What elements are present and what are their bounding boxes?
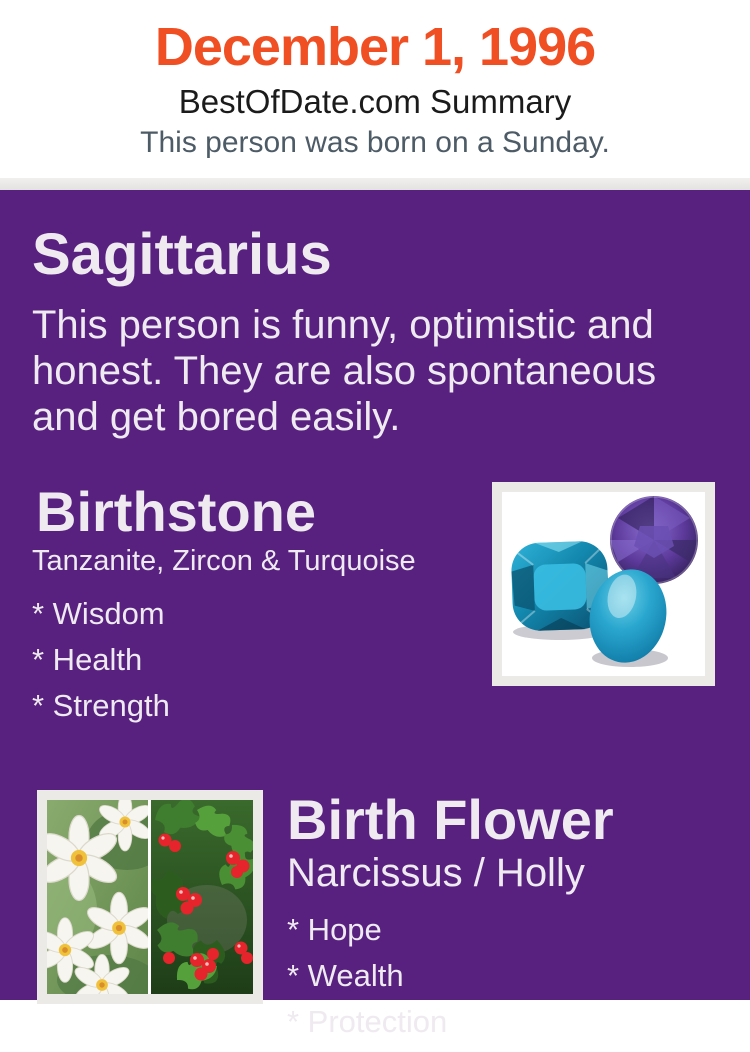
birth-flower-heading: Birth Flower	[287, 788, 614, 851]
birth-flower-photo	[37, 790, 263, 1004]
birth-flower-trait: * Protection	[287, 1004, 448, 1039]
zodiac-description: This person is funny, optimistic and honest. They are also spontaneous and get bored easily.	[32, 303, 657, 439]
divider-strip	[0, 178, 750, 190]
birthstone-trait-list	[32, 598, 416, 722]
birth-flower-trait: * Hope	[287, 912, 382, 947]
birthstone-trait: * Health	[32, 642, 143, 677]
birthstone-text	[32, 482, 416, 736]
birth-flower-trait: * Wealth	[287, 958, 404, 993]
born-day-note: This person was born on a Sunday.	[140, 126, 610, 159]
narcissus-photo-half	[27, 793, 167, 1016]
photo-divider	[148, 800, 151, 994]
header	[0, 0, 750, 178]
birth-flower-text	[287, 790, 614, 1052]
birthstone-heading: Birthstone	[36, 480, 316, 543]
summary-panel	[0, 190, 750, 1039]
birth-flower-trait-list	[287, 914, 614, 1038]
birthstone-names: Tanzanite, Zircon & Turquoise	[32, 545, 416, 577]
site-summary-subtitle: BestOfDate.com Summary	[178, 83, 572, 120]
birthstone-section	[32, 482, 715, 736]
gemstones-photo	[492, 482, 715, 686]
birth-flower-names: Narcissus / Holly	[287, 851, 585, 895]
zodiac-section	[32, 224, 715, 440]
holly-photo-half	[148, 796, 262, 995]
zodiac-name: Sagittarius	[32, 222, 332, 287]
page-title: December 1, 1996	[154, 17, 596, 77]
birthstone-trait: * Strength	[32, 688, 170, 723]
gemstones-image	[502, 492, 705, 676]
birth-flower-image	[47, 800, 253, 994]
birthstone-trait: * Wisdom	[32, 596, 165, 631]
birth-flower-section	[32, 790, 715, 1052]
